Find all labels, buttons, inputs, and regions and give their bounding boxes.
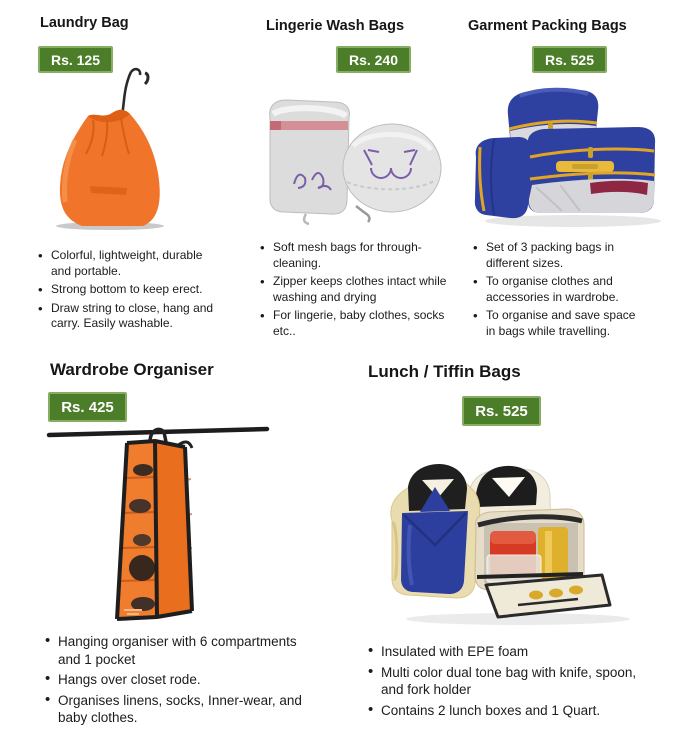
price-label: Rs. 125 (50, 51, 101, 68)
feature-item: • Zipper keeps clothes intact while washing and drying (260, 274, 450, 305)
feature-item: • Organises linens, socks, Inner-wear, and baby clothes. (45, 692, 303, 727)
feature-item: • To organise and save space in bags while travelling. (473, 308, 643, 339)
feature-list-laundry-bag (38, 248, 224, 335)
feature-item: • Contains 2 lunch boxes and 1 Quart. (368, 702, 650, 720)
feature-item: • Multi color dual tone bag with knife, spoon, and fork holder (368, 664, 650, 699)
product-title-wardrobe-organiser: Wardrobe Organiser (50, 360, 214, 379)
feature-item: • For lingerie, baby clothes, socks etc.. (260, 308, 450, 339)
garment-packing-bags-illustration (468, 85, 673, 233)
feature-item: • Hangs over closet rode. (45, 671, 303, 689)
feature-item: • Draw string to close, hang and carry. Easily washable. (38, 301, 224, 332)
product-title-lunch-tiffin-bags: Lunch / Tiffin Bags (368, 362, 521, 381)
feature-list-lunch-tiffin-bags (368, 643, 650, 722)
feature-item: • To organise clothes and accessories in wardrobe. (473, 274, 643, 305)
feature-item: • Insulated with EPE foam (368, 643, 650, 661)
price-label: Rs. 525 (475, 402, 528, 420)
price-label: Rs. 240 (348, 51, 399, 68)
lingerie-wash-bags-illustration (258, 88, 450, 236)
wardrobe-organiser-illustration (15, 418, 335, 630)
feature-list-wardrobe-organiser (45, 633, 303, 730)
feature-item: • Set of 3 packing bags in different sizes. (473, 240, 643, 271)
price-label: Rs. 525 (544, 51, 595, 68)
price-badge-garment-packing-bags (532, 46, 607, 73)
feature-item: • Soft mesh bags for through-cleaning. (260, 240, 450, 271)
lunch-tiffin-bags-illustration (368, 443, 653, 631)
price-badge-lingerie-wash-bags (336, 46, 411, 73)
product-title-garment-packing-bags: Garment Packing Bags (468, 18, 627, 34)
feature-item: • Strong bottom to keep erect. (38, 282, 224, 298)
product-title-laundry-bag: Laundry Bag (40, 15, 129, 31)
price-badge-lunch-tiffin-bags (462, 396, 541, 426)
feature-item: • Colorful, lightweight, durable and portable. (38, 248, 224, 279)
feature-item: • Hanging organiser with 6 compartments and 1 pocket (45, 633, 303, 668)
price-label: Rs. 425 (61, 398, 114, 416)
feature-list-lingerie-wash-bags (260, 240, 450, 343)
feature-list-garment-packing-bags (473, 240, 643, 343)
laundry-bag-illustration (35, 58, 210, 236)
product-title-lingerie-wash-bags: Lingerie Wash Bags (266, 18, 405, 34)
